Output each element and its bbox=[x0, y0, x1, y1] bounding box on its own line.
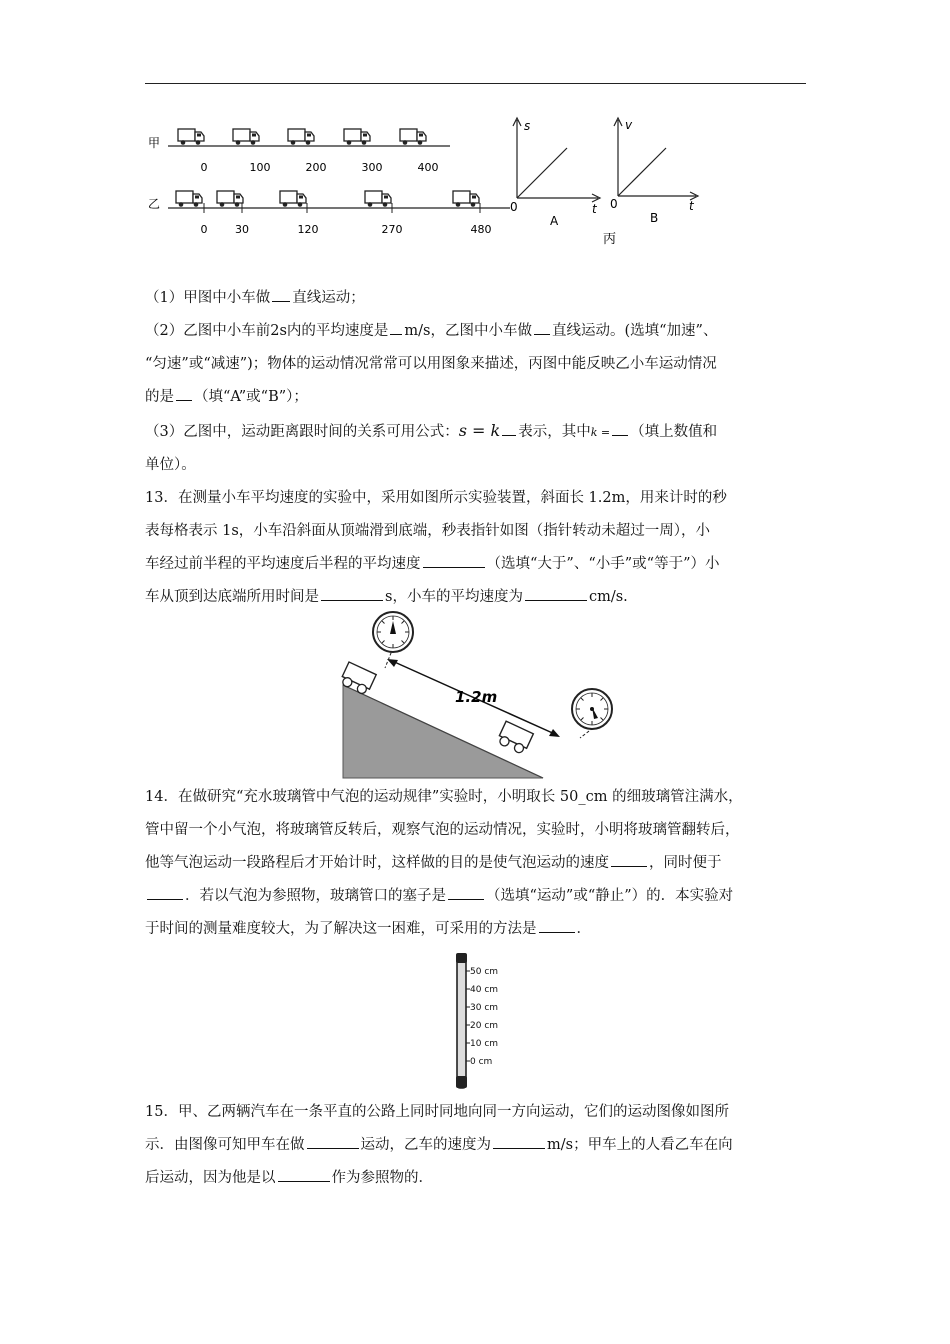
q12-p3-text: （3）乙图中，运动距离跟时间的关系可用公式： bbox=[145, 424, 459, 440]
graph-b-x-label: t bbox=[689, 199, 694, 213]
q12-p3-text: 单位）。 bbox=[145, 457, 196, 473]
graph-a-origin: 0 bbox=[510, 200, 518, 214]
figure-incline bbox=[335, 610, 625, 780]
yi-tick: 120 bbox=[297, 223, 319, 236]
jia-tick: 400 bbox=[417, 161, 439, 174]
bing-label: 丙 bbox=[603, 232, 617, 247]
q12-p1-text: 直线运动； bbox=[292, 290, 365, 306]
k-symbol: k = bbox=[590, 426, 611, 439]
incline-length-label: 1.2m bbox=[455, 688, 498, 706]
figure-glass-tube bbox=[448, 950, 518, 1092]
q12-p2-text: “匀速”或“减速”)；物体的运动情况常常可以用图象来描述，丙图中能反映乙小车运动情况 bbox=[145, 356, 717, 372]
jia-tick: 200 bbox=[305, 161, 327, 174]
cart-bottom bbox=[496, 721, 533, 755]
q13-text: cm/s. bbox=[588, 589, 628, 605]
q12-p3-text: （填上数值和 bbox=[630, 424, 718, 440]
answer-blank[interactable] bbox=[611, 852, 647, 867]
yi-tick: 480 bbox=[470, 223, 492, 236]
header-rule bbox=[145, 83, 806, 84]
q14-text: 14．在做研究“充水玻璃管中气泡的运动规律”实验时，小明取长 50_cm 的细玻璃管注满水， bbox=[145, 789, 743, 805]
tube-mark: 20 cm bbox=[470, 1021, 499, 1031]
jia-tick-labels bbox=[201, 161, 439, 174]
answer-blank[interactable] bbox=[493, 1134, 545, 1149]
figure-trucks-and-graphs bbox=[140, 110, 710, 255]
q13-text: 车从顶到达底端所用时间是 bbox=[145, 589, 319, 605]
question-12 bbox=[145, 282, 810, 614]
q14-text: ，同时便于 bbox=[649, 855, 722, 871]
jia-tick: 0 bbox=[200, 161, 208, 174]
q14-text: 于时间的测量难度较大，为了解决这一困难，可采用的方法是 bbox=[145, 921, 537, 937]
question-15 bbox=[145, 1096, 810, 1195]
graph-b-caption: B bbox=[650, 211, 659, 225]
q13-text: 车经过前半程的平均速度后半程的平均速度 bbox=[145, 556, 421, 572]
q13-text: 13．在测量小车平均速度的实验中，采用如图所示实验装置，斜面长 1.2m，用来计时的秒 bbox=[145, 490, 727, 506]
answer-blank[interactable] bbox=[539, 918, 575, 933]
question-14 bbox=[145, 781, 810, 946]
answer-blank[interactable] bbox=[307, 1134, 359, 1149]
graph-b-y-label: v bbox=[625, 118, 633, 132]
jia-tick: 300 bbox=[361, 161, 383, 174]
tube-mark: 30 cm bbox=[470, 1003, 499, 1013]
q15-text: 作为参照物的． bbox=[331, 1170, 433, 1186]
yi-tick-labels bbox=[201, 223, 492, 236]
q12-p1-text: （1）甲图中小车做 bbox=[145, 290, 271, 306]
q15-text: m/s；甲车上的人看乙车在向 bbox=[547, 1137, 733, 1153]
yi-tick: 0 bbox=[200, 223, 208, 236]
graph-a-x-label: t bbox=[592, 202, 597, 216]
q12-p2-text: （填“A”或“B”）； bbox=[194, 389, 308, 405]
stopwatch-bottom-icon bbox=[572, 689, 612, 729]
answer-blank[interactable] bbox=[272, 287, 290, 302]
answer-blank[interactable] bbox=[147, 885, 183, 900]
graph-b-origin: 0 bbox=[610, 197, 618, 211]
answer-blank[interactable] bbox=[321, 586, 383, 601]
graph-a-caption: A bbox=[550, 214, 559, 228]
tube-mark: 0 cm bbox=[470, 1057, 493, 1067]
q15-text: 运动，乙车的速度为 bbox=[360, 1137, 491, 1153]
graph-a-y-label: s bbox=[524, 119, 531, 133]
answer-blank[interactable] bbox=[423, 553, 485, 568]
q12-p2-text: （2）乙图中小车前2s内的平均速度是 bbox=[145, 323, 389, 339]
tube-mark: 40 cm bbox=[470, 985, 499, 995]
answer-blank[interactable] bbox=[612, 421, 628, 436]
row-jia-label: 甲 bbox=[148, 136, 161, 150]
answer-blank[interactable] bbox=[176, 386, 192, 401]
answer-blank[interactable] bbox=[502, 421, 516, 436]
yi-tick: 30 bbox=[235, 223, 249, 236]
answer-blank[interactable] bbox=[390, 320, 402, 335]
q14-text: ． bbox=[576, 921, 591, 937]
yi-tick: 270 bbox=[381, 223, 403, 236]
formula: s = k bbox=[458, 421, 501, 440]
answer-blank[interactable] bbox=[448, 885, 484, 900]
q12-p2-text: m/s，乙图中小车做 bbox=[404, 323, 532, 339]
q15-text: 15．甲、乙两辆汽车在一条平直的公路上同时同地向同一方向运动，它们的运动图像如图所 bbox=[145, 1104, 729, 1120]
row-yi-label: 乙 bbox=[148, 197, 161, 211]
tube-mark: 10 cm bbox=[470, 1039, 499, 1049]
tube-mark: 50 cm bbox=[470, 967, 499, 977]
answer-blank[interactable] bbox=[534, 320, 550, 335]
q12-p2-text: 的是 bbox=[145, 389, 174, 405]
q14-text: （选填“运动”或“静止”）的．本实验对 bbox=[486, 888, 734, 904]
q13-text: 表每格表示 1s，小车沿斜面从顶端滑到底端，秒表指针如图（指针转动未超过一周），小 bbox=[145, 523, 711, 539]
q14-text: ．若以气泡为参照物，玻璃管口的塞子是 bbox=[185, 888, 446, 904]
q14-text: 管中留一个小气泡，将玻璃管反转后，观察气泡的运动情况，实验时，小明将玻璃管翻转后， bbox=[145, 822, 740, 838]
stopwatch-top-icon bbox=[373, 612, 413, 652]
q13-text: s，小车的平均速度为 bbox=[385, 589, 523, 605]
q13-text: （选填“大于”、“小手”或“等于”）小 bbox=[486, 556, 720, 572]
q14-text: 他等气泡运动一段路程后才开始计时，这样做的目的是使气泡运动的速度 bbox=[145, 855, 609, 871]
q15-text: 后运动，因为他是以 bbox=[145, 1170, 276, 1186]
q12-p2-text: 直线运动。(选填“加速”、 bbox=[551, 323, 718, 339]
answer-blank[interactable] bbox=[525, 586, 587, 601]
jia-tick: 100 bbox=[249, 161, 271, 174]
q15-text: 示．由图像可知甲车在做 bbox=[145, 1137, 305, 1153]
q12-p3-text: 表示，其中 bbox=[518, 424, 591, 440]
answer-blank[interactable] bbox=[278, 1167, 330, 1182]
